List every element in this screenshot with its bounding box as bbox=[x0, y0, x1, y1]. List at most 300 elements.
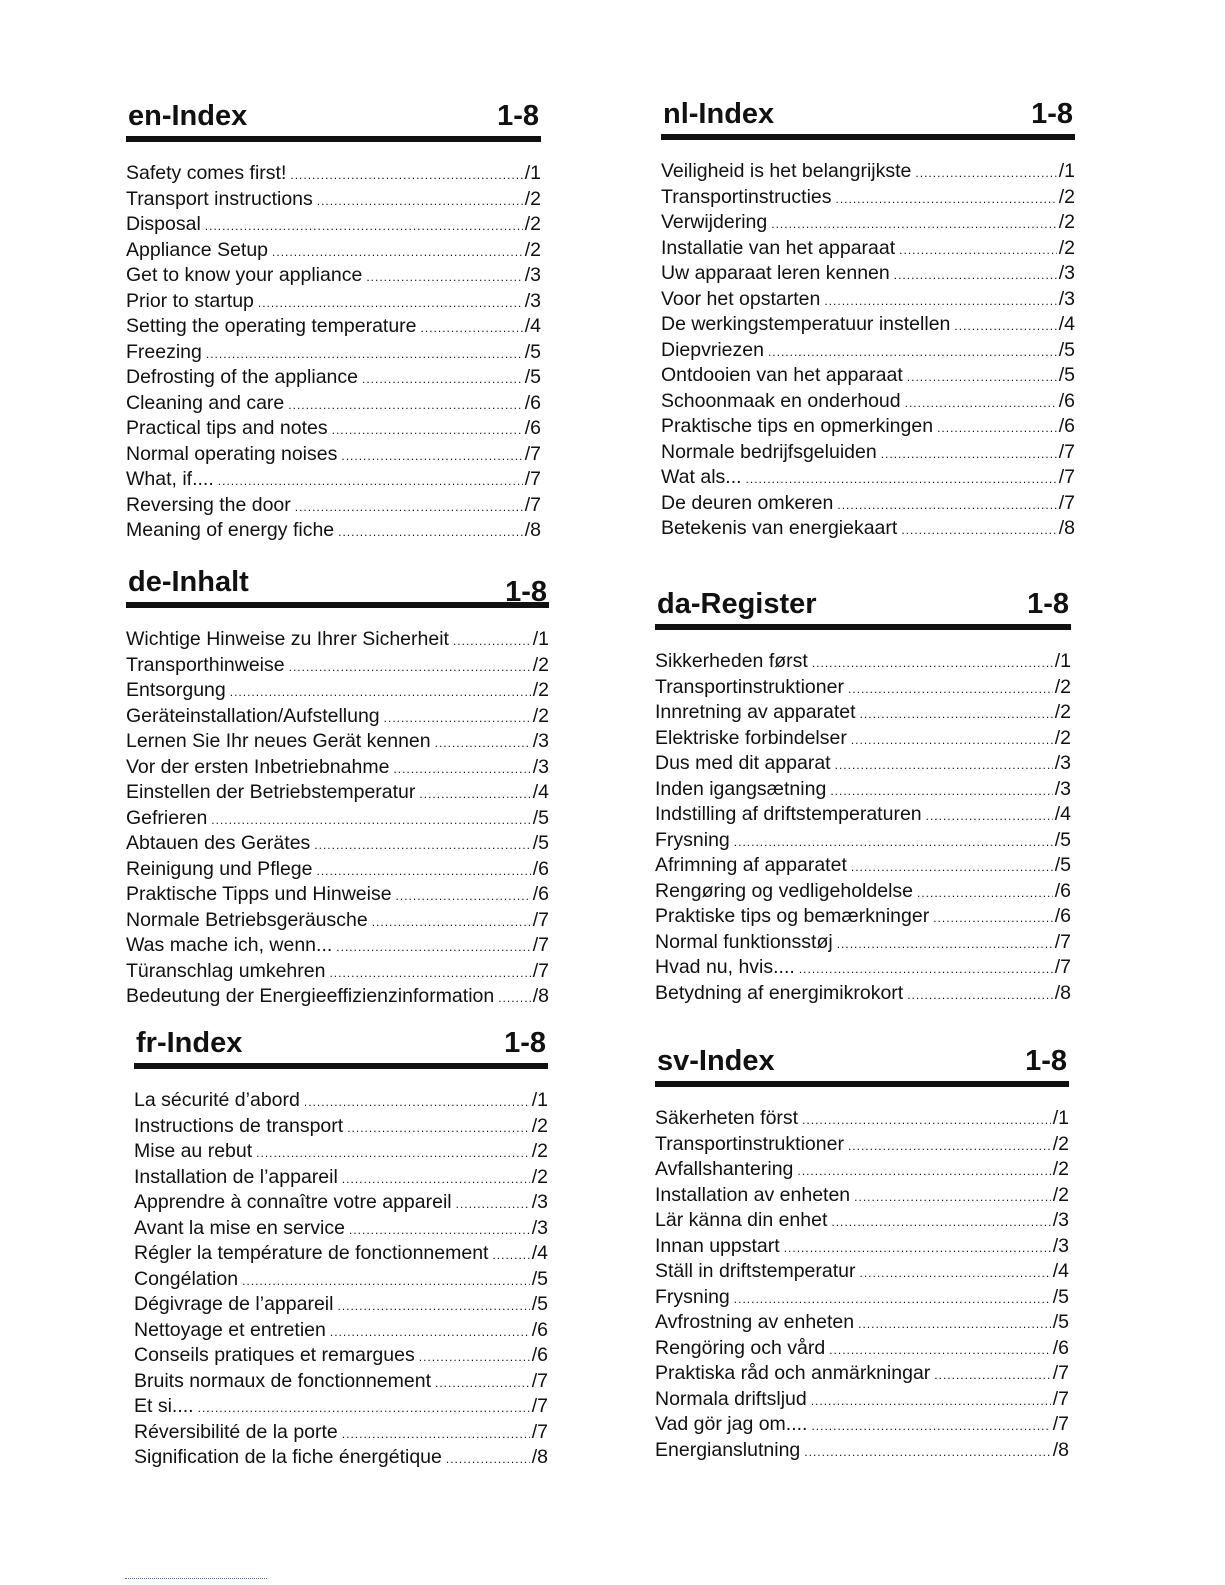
toc-entry-page: /7 bbox=[524, 442, 541, 465]
toc-entry-page: /7 bbox=[1054, 930, 1071, 953]
toc-entry bbox=[134, 1191, 548, 1217]
toc-entry-label: Frysning bbox=[655, 828, 730, 851]
toc-entry-page: /8 bbox=[531, 1446, 548, 1468]
toc-entry-page: /2 bbox=[1052, 1158, 1069, 1180]
toc-entry bbox=[655, 1311, 1069, 1337]
dot-leader bbox=[831, 1211, 1050, 1235]
section-page-range: 1-8 bbox=[1027, 588, 1069, 620]
toc-entry bbox=[655, 880, 1071, 906]
toc-entry-page: /5 bbox=[524, 340, 541, 363]
dot-leader bbox=[907, 366, 1057, 390]
toc-entry-label: Transportinstruktioner bbox=[655, 675, 844, 698]
dot-leader bbox=[349, 1219, 530, 1243]
dot-leader bbox=[498, 987, 531, 1011]
toc-entry-label: Régler la température de fonctionnement bbox=[134, 1242, 489, 1264]
toc-entry-page: /4 bbox=[524, 315, 541, 337]
toc-entry bbox=[655, 1158, 1069, 1184]
toc-entry-label: Dus med dit apparat bbox=[655, 752, 831, 774]
toc-entry-label: Avfallshantering bbox=[655, 1158, 794, 1180]
toc-entry bbox=[655, 1209, 1069, 1235]
toc-entry-label: Praktiska råd och anmärkningar bbox=[655, 1362, 931, 1384]
toc-entry bbox=[126, 162, 541, 188]
toc-entry-page: /2 bbox=[1054, 675, 1071, 698]
toc-entry-page: /8 bbox=[1054, 981, 1071, 1004]
section-page-range: 1-8 bbox=[504, 1027, 546, 1059]
dot-leader bbox=[336, 936, 530, 960]
dot-leader bbox=[256, 1142, 530, 1166]
index-section-en bbox=[126, 100, 541, 545]
dot-leader bbox=[937, 417, 1057, 441]
dot-leader bbox=[907, 984, 1053, 1008]
toc-entry-page: /2 bbox=[531, 1114, 548, 1137]
toc-entry-page: /3 bbox=[531, 1216, 548, 1239]
dot-leader bbox=[734, 831, 1053, 855]
toc-entry-page: /7 bbox=[532, 908, 549, 931]
toc-entry-label: Säkerheten först bbox=[655, 1107, 799, 1129]
toc-entry-page: /5 bbox=[524, 366, 541, 388]
toc-entry-label: Reinigung und Pflege bbox=[126, 857, 313, 880]
toc-entry-label: Apprendre à connaître votre appareil bbox=[134, 1191, 452, 1213]
toc-entry bbox=[126, 934, 549, 960]
section-title: fr-Index bbox=[136, 1027, 243, 1059]
toc-entry bbox=[661, 466, 1075, 492]
dot-leader bbox=[915, 162, 1056, 186]
dot-leader bbox=[290, 164, 522, 188]
dot-leader bbox=[824, 290, 1056, 314]
toc-entry-page: /8 bbox=[524, 519, 541, 541]
toc-entry bbox=[661, 160, 1075, 186]
dot-leader bbox=[211, 809, 530, 833]
toc-entry-page: /4 bbox=[1054, 803, 1071, 825]
toc-entry bbox=[655, 1439, 1069, 1465]
toc-entry bbox=[661, 313, 1075, 339]
section-header bbox=[655, 1045, 1069, 1087]
index-section-nl bbox=[661, 98, 1075, 543]
toc-entry bbox=[655, 1362, 1069, 1388]
dot-leader bbox=[393, 758, 530, 782]
toc-entry bbox=[661, 492, 1075, 518]
dot-leader bbox=[329, 962, 530, 986]
toc-entry-label: Ontdooien van het apparaat bbox=[661, 364, 903, 386]
toc-entry bbox=[655, 1133, 1069, 1159]
toc-entry-page: /4 bbox=[531, 1242, 548, 1264]
toc-entry bbox=[655, 1235, 1069, 1261]
toc-entry-page: /2 bbox=[1058, 211, 1075, 233]
section-header bbox=[126, 566, 549, 608]
toc-entry bbox=[126, 519, 541, 545]
toc-entry-page: /7 bbox=[1058, 491, 1075, 514]
toc-entry-page: /6 bbox=[1058, 389, 1075, 412]
dot-leader bbox=[314, 834, 530, 858]
toc-entry-page: /2 bbox=[1058, 236, 1075, 259]
toc-entry-label: De werkingstemperatuur instellen bbox=[661, 313, 951, 335]
toc-entry-label: Betydning af energimikrokort bbox=[655, 981, 904, 1004]
toc-entry-label: Réversibilité de la porte bbox=[134, 1420, 338, 1443]
dot-leader bbox=[848, 678, 1053, 702]
toc-entry bbox=[134, 1140, 548, 1166]
dot-leader bbox=[784, 1237, 1051, 1261]
dot-leader bbox=[419, 783, 530, 807]
dot-leader bbox=[362, 368, 523, 392]
toc-entry-page: /3 bbox=[1054, 777, 1071, 800]
toc-entry bbox=[661, 288, 1075, 314]
section-page-range: 1-8 bbox=[505, 576, 547, 608]
toc-entry-page: /2 bbox=[1052, 1183, 1069, 1206]
dot-leader bbox=[337, 1295, 529, 1319]
toc-entry bbox=[655, 1286, 1069, 1312]
toc-entry bbox=[126, 807, 549, 833]
dot-leader bbox=[934, 1364, 1050, 1388]
dot-leader bbox=[347, 1117, 530, 1141]
dot-leader bbox=[881, 443, 1057, 467]
toc-entry-page: /5 bbox=[1054, 854, 1071, 876]
toc-entry bbox=[126, 290, 541, 316]
toc-entry-label: What, if.... bbox=[126, 468, 214, 490]
toc-entry-page: /5 bbox=[1054, 828, 1071, 851]
toc-entry-label: Voor het opstarten bbox=[661, 287, 821, 310]
toc-entry-page: /6 bbox=[532, 857, 549, 880]
dot-leader bbox=[338, 521, 523, 545]
toc-entry-label: Avant la mise en service bbox=[134, 1216, 345, 1239]
toc-entry bbox=[661, 186, 1075, 212]
toc-entry-page: /3 bbox=[531, 1191, 548, 1213]
toc-entry-page: /8 bbox=[1058, 517, 1075, 539]
index-section-sv bbox=[655, 1045, 1069, 1464]
toc-entry-label: Normale Betriebsgeräusche bbox=[126, 908, 368, 931]
section-header bbox=[134, 1027, 548, 1069]
toc-entry-page: /2 bbox=[524, 238, 541, 261]
index-section-da bbox=[655, 588, 1071, 1007]
toc-entry-page: /7 bbox=[1058, 466, 1075, 488]
toc-entry-page: /5 bbox=[1052, 1311, 1069, 1333]
toc-entry bbox=[126, 960, 549, 986]
toc-entry-page: /7 bbox=[1052, 1413, 1069, 1435]
toc-entry-page: /1 bbox=[1052, 1107, 1069, 1129]
dot-leader bbox=[746, 468, 1057, 492]
dot-leader bbox=[218, 470, 523, 494]
toc-entry bbox=[126, 443, 541, 469]
toc-entry bbox=[655, 956, 1071, 982]
index-section-fr bbox=[134, 1027, 548, 1472]
dot-leader bbox=[332, 419, 523, 443]
dot-leader bbox=[446, 1448, 530, 1472]
section-title: da-Register bbox=[657, 588, 817, 620]
toc-entry bbox=[661, 262, 1075, 288]
toc-entry-label: Rengöring och vård bbox=[655, 1336, 826, 1359]
toc-entry-page: /2 bbox=[1054, 726, 1071, 749]
dot-leader bbox=[835, 754, 1053, 778]
toc-entry-label: Schoonmaak en onderhoud bbox=[661, 389, 901, 412]
index-section-de bbox=[126, 566, 549, 1011]
toc-entry-label: Et si.... bbox=[134, 1395, 194, 1417]
toc-entry-label: Praktische Tipps und Hinweise bbox=[126, 883, 392, 905]
toc-entry-label: Nettoyage et entretien bbox=[134, 1318, 326, 1341]
dot-leader bbox=[899, 239, 1057, 263]
dot-leader bbox=[901, 519, 1056, 543]
dot-leader bbox=[954, 315, 1056, 339]
toc-entry bbox=[126, 468, 541, 494]
toc-entry bbox=[661, 415, 1075, 441]
toc-entry-label: Setting the operating temperature bbox=[126, 315, 417, 337]
toc-list bbox=[134, 1089, 548, 1472]
toc-entry-label: La sécurité d’abord bbox=[134, 1089, 300, 1111]
toc-entry bbox=[126, 756, 549, 782]
toc-entry bbox=[655, 778, 1071, 804]
toc-entry-page: /5 bbox=[532, 806, 549, 829]
dot-leader bbox=[894, 264, 1057, 288]
toc-entry-page: /2 bbox=[524, 187, 541, 210]
section-page-range: 1-8 bbox=[1031, 98, 1073, 130]
toc-entry-page: /2 bbox=[532, 704, 549, 727]
dot-leader bbox=[829, 1339, 1051, 1363]
dot-leader bbox=[905, 392, 1057, 416]
toc-entry bbox=[126, 494, 541, 520]
toc-entry-page: /1 bbox=[531, 1089, 548, 1111]
dot-leader bbox=[771, 213, 1057, 237]
toc-entry-label: Cleaning and care bbox=[126, 391, 285, 414]
section-title: sv-Index bbox=[657, 1045, 775, 1077]
toc-entry-page: /5 bbox=[1058, 338, 1075, 361]
toc-entry-page: /8 bbox=[1052, 1438, 1069, 1461]
toc-entry bbox=[661, 211, 1075, 237]
toc-entry-page: /3 bbox=[1052, 1234, 1069, 1257]
dot-leader bbox=[341, 445, 522, 469]
toc-entry-page: /6 bbox=[1058, 415, 1075, 437]
dot-leader bbox=[330, 1321, 530, 1345]
toc-entry-label: Avfrostning av enheten bbox=[655, 1311, 855, 1333]
toc-entry bbox=[655, 727, 1071, 753]
toc-entry-label: Disposal bbox=[126, 213, 201, 235]
dot-leader bbox=[851, 729, 1053, 753]
toc-entry-page: /4 bbox=[532, 781, 549, 803]
toc-entry-page: /7 bbox=[1058, 440, 1075, 463]
toc-entry-page: /2 bbox=[1058, 185, 1075, 208]
dot-leader bbox=[768, 341, 1057, 365]
toc-entry-label: Indstilling af driftstemperaturen bbox=[655, 803, 922, 825]
toc-entry-page: /5 bbox=[532, 832, 549, 854]
toc-list bbox=[126, 162, 541, 545]
toc-entry bbox=[126, 264, 541, 290]
toc-entry-label: Wichtige Hinweise zu Ihrer Sicherheit bbox=[126, 628, 449, 650]
toc-entry-page: /5 bbox=[531, 1293, 548, 1315]
dot-leader bbox=[802, 1109, 1051, 1133]
toc-entry bbox=[134, 1421, 548, 1447]
toc-entry-page: /4 bbox=[1058, 313, 1075, 335]
dot-leader bbox=[858, 1313, 1051, 1337]
toc-entry-page: /3 bbox=[1052, 1209, 1069, 1231]
toc-entry-page: /3 bbox=[1058, 287, 1075, 310]
toc-list bbox=[126, 628, 549, 1011]
toc-entry bbox=[134, 1089, 548, 1115]
toc-entry bbox=[126, 341, 541, 367]
toc-entry-label: Normal operating noises bbox=[126, 442, 338, 465]
toc-entry-label: Abtauen des Gerätes bbox=[126, 832, 311, 854]
section-page-range: 1-8 bbox=[1025, 1045, 1067, 1077]
toc-entry bbox=[126, 366, 541, 392]
dot-leader bbox=[384, 707, 531, 731]
toc-entry-label: Inden igangsætning bbox=[655, 777, 827, 800]
toc-entry bbox=[126, 417, 541, 443]
toc-entry-page: /6 bbox=[531, 1344, 548, 1366]
toc-entry-label: Geräteinstallation/Aufstellung bbox=[126, 704, 380, 727]
toc-entry bbox=[655, 931, 1071, 957]
dot-leader bbox=[812, 652, 1053, 676]
toc-entry-label: Transporthinweise bbox=[126, 653, 285, 676]
toc-entry-page: /2 bbox=[1052, 1132, 1069, 1155]
toc-entry-page: /6 bbox=[1054, 905, 1071, 927]
toc-entry-page: /7 bbox=[531, 1395, 548, 1417]
dot-leader bbox=[926, 805, 1053, 829]
toc-entry-label: Elektriske forbindelser bbox=[655, 726, 847, 749]
dot-leader bbox=[419, 1346, 530, 1370]
toc-entry-label: Lär känna din enhet bbox=[655, 1209, 828, 1231]
toc-entry-page: /8 bbox=[532, 985, 549, 1007]
toc-entry bbox=[655, 676, 1071, 702]
toc-entry-label: Defrosting of the appliance bbox=[126, 366, 358, 388]
section-page-range: 1-8 bbox=[497, 100, 539, 132]
toc-entry-label: Lernen Sie Ihr neues Gerät kennen bbox=[126, 730, 431, 752]
dot-leader bbox=[917, 882, 1053, 906]
toc-entry-label: Türanschlag umkehren bbox=[126, 959, 326, 982]
toc-entry-label: Conseils pratiques et remargues bbox=[134, 1344, 415, 1366]
dot-leader bbox=[854, 1186, 1051, 1210]
section-header bbox=[661, 98, 1075, 140]
toc-entry-label: Get to know your appliance bbox=[126, 264, 363, 286]
toc-entry-page: /3 bbox=[1054, 752, 1071, 774]
toc-entry-page: /1 bbox=[524, 162, 541, 184]
toc-entry-label: Mise au rebut bbox=[134, 1140, 253, 1162]
toc-entry-label: Signification de la fiche énergétique bbox=[134, 1446, 442, 1468]
dot-leader bbox=[230, 681, 531, 705]
toc-entry-label: Transportinstructies bbox=[661, 185, 832, 208]
toc-entry bbox=[134, 1344, 548, 1370]
toc-entry bbox=[126, 858, 549, 884]
toc-entry-page: /3 bbox=[532, 755, 549, 778]
toc-entry-label: De deuren omkeren bbox=[661, 491, 834, 514]
toc-entry bbox=[655, 1184, 1069, 1210]
toc-entry bbox=[655, 1337, 1069, 1363]
dot-leader bbox=[317, 190, 523, 214]
toc-entry bbox=[655, 829, 1071, 855]
dot-leader bbox=[435, 732, 531, 756]
toc-entry-page: /7 bbox=[1054, 956, 1071, 978]
toc-entry-label: Praktiske tips og bemærkninger bbox=[655, 905, 930, 927]
toc-entry-label: Sikkerheden først bbox=[655, 650, 808, 672]
toc-entry-page: /3 bbox=[1058, 262, 1075, 284]
toc-entry-page: /6 bbox=[531, 1318, 548, 1341]
dot-leader bbox=[289, 656, 531, 680]
toc-entry-page: /5 bbox=[531, 1267, 548, 1290]
dot-leader bbox=[848, 1135, 1051, 1159]
toc-entry-label: Diepvriezen bbox=[661, 338, 764, 361]
toc-entry bbox=[655, 752, 1071, 778]
dot-leader bbox=[421, 317, 523, 341]
toc-entry bbox=[655, 1388, 1069, 1414]
dot-leader bbox=[851, 856, 1053, 880]
toc-entry bbox=[661, 237, 1075, 263]
toc-entry-page: /1 bbox=[1054, 650, 1071, 672]
dot-leader bbox=[860, 703, 1053, 727]
toc-entry-label: Freezing bbox=[126, 340, 202, 363]
toc-entry-page: /7 bbox=[532, 934, 549, 956]
toc-entry-label: Safety comes first! bbox=[126, 162, 287, 184]
toc-entry bbox=[126, 392, 541, 418]
dot-leader bbox=[316, 860, 530, 884]
dot-leader bbox=[366, 266, 522, 290]
dot-leader bbox=[933, 907, 1053, 931]
toc-entry-label: Installatie van het apparaat bbox=[661, 236, 896, 259]
toc-entry bbox=[126, 705, 549, 731]
toc-entry-page: /7 bbox=[524, 468, 541, 490]
toc-entry-page: /7 bbox=[1052, 1362, 1069, 1384]
toc-entry-page: /1 bbox=[532, 628, 549, 650]
toc-entry-label: Innretning av apparatet bbox=[655, 701, 856, 723]
toc-entry-label: Einstellen der Betriebstemperatur bbox=[126, 781, 416, 803]
toc-entry bbox=[126, 679, 549, 705]
toc-entry bbox=[655, 905, 1071, 931]
toc-entry bbox=[134, 1446, 548, 1472]
dot-leader bbox=[396, 885, 531, 909]
toc-entry-page: /1 bbox=[1058, 160, 1075, 182]
toc-entry-label: Rengøring og vedligeholdelse bbox=[655, 879, 914, 902]
toc-entry bbox=[134, 1242, 548, 1268]
dot-leader bbox=[304, 1091, 530, 1115]
toc-entry-page: /6 bbox=[1054, 879, 1071, 902]
toc-entry bbox=[655, 701, 1071, 727]
toc-entry-label: Praktische tips en opmerkingen bbox=[661, 415, 934, 437]
toc-entry-label: Congélation bbox=[134, 1267, 239, 1290]
toc-entry-label: Reversing the door bbox=[126, 493, 291, 516]
dot-leader bbox=[811, 1415, 1050, 1439]
dot-leader bbox=[837, 494, 1056, 518]
toc-entry bbox=[126, 315, 541, 341]
toc-entry-label: Transport instructions bbox=[126, 187, 313, 210]
toc-entry-page: /6 bbox=[532, 883, 549, 905]
dot-leader bbox=[797, 1160, 1050, 1184]
toc-entry bbox=[134, 1166, 548, 1192]
dot-leader bbox=[860, 1262, 1051, 1286]
toc-entry-page: /4 bbox=[1052, 1260, 1069, 1282]
toc-entry bbox=[126, 985, 549, 1011]
toc-entry-label: Prior to startup bbox=[126, 289, 254, 312]
section-title: de-Inhalt bbox=[128, 566, 249, 598]
dot-leader bbox=[799, 958, 1053, 982]
toc-entry-label: Installation av enheten bbox=[655, 1183, 851, 1206]
toc-entry bbox=[661, 390, 1075, 416]
toc-entry-page: /7 bbox=[531, 1369, 548, 1392]
dot-leader bbox=[492, 1244, 529, 1268]
dot-leader bbox=[342, 1168, 530, 1192]
toc-entry-label: Frysning bbox=[655, 1285, 730, 1308]
toc-entry bbox=[126, 832, 549, 858]
toc-entry bbox=[661, 517, 1075, 543]
dot-leader bbox=[837, 933, 1053, 957]
toc-entry bbox=[134, 1395, 548, 1421]
dot-leader bbox=[836, 188, 1057, 212]
dot-leader bbox=[205, 215, 523, 239]
toc-entry-label: Bedeutung der Energieeffizienzinformation bbox=[126, 985, 495, 1007]
toc-entry-label: Energianslutning bbox=[655, 1438, 801, 1461]
toc-entry bbox=[655, 982, 1071, 1008]
toc-entry bbox=[134, 1115, 548, 1141]
section-header bbox=[655, 588, 1071, 630]
toc-entry-label: Gefrieren bbox=[126, 806, 208, 829]
toc-entry-page: /7 bbox=[531, 1420, 548, 1443]
toc-entry-label: Uw apparaat leren kennen bbox=[661, 262, 890, 284]
dot-leader bbox=[272, 241, 523, 265]
toc-list bbox=[655, 650, 1071, 1007]
toc-entry-label: Hvad nu, hvis.... bbox=[655, 956, 795, 978]
